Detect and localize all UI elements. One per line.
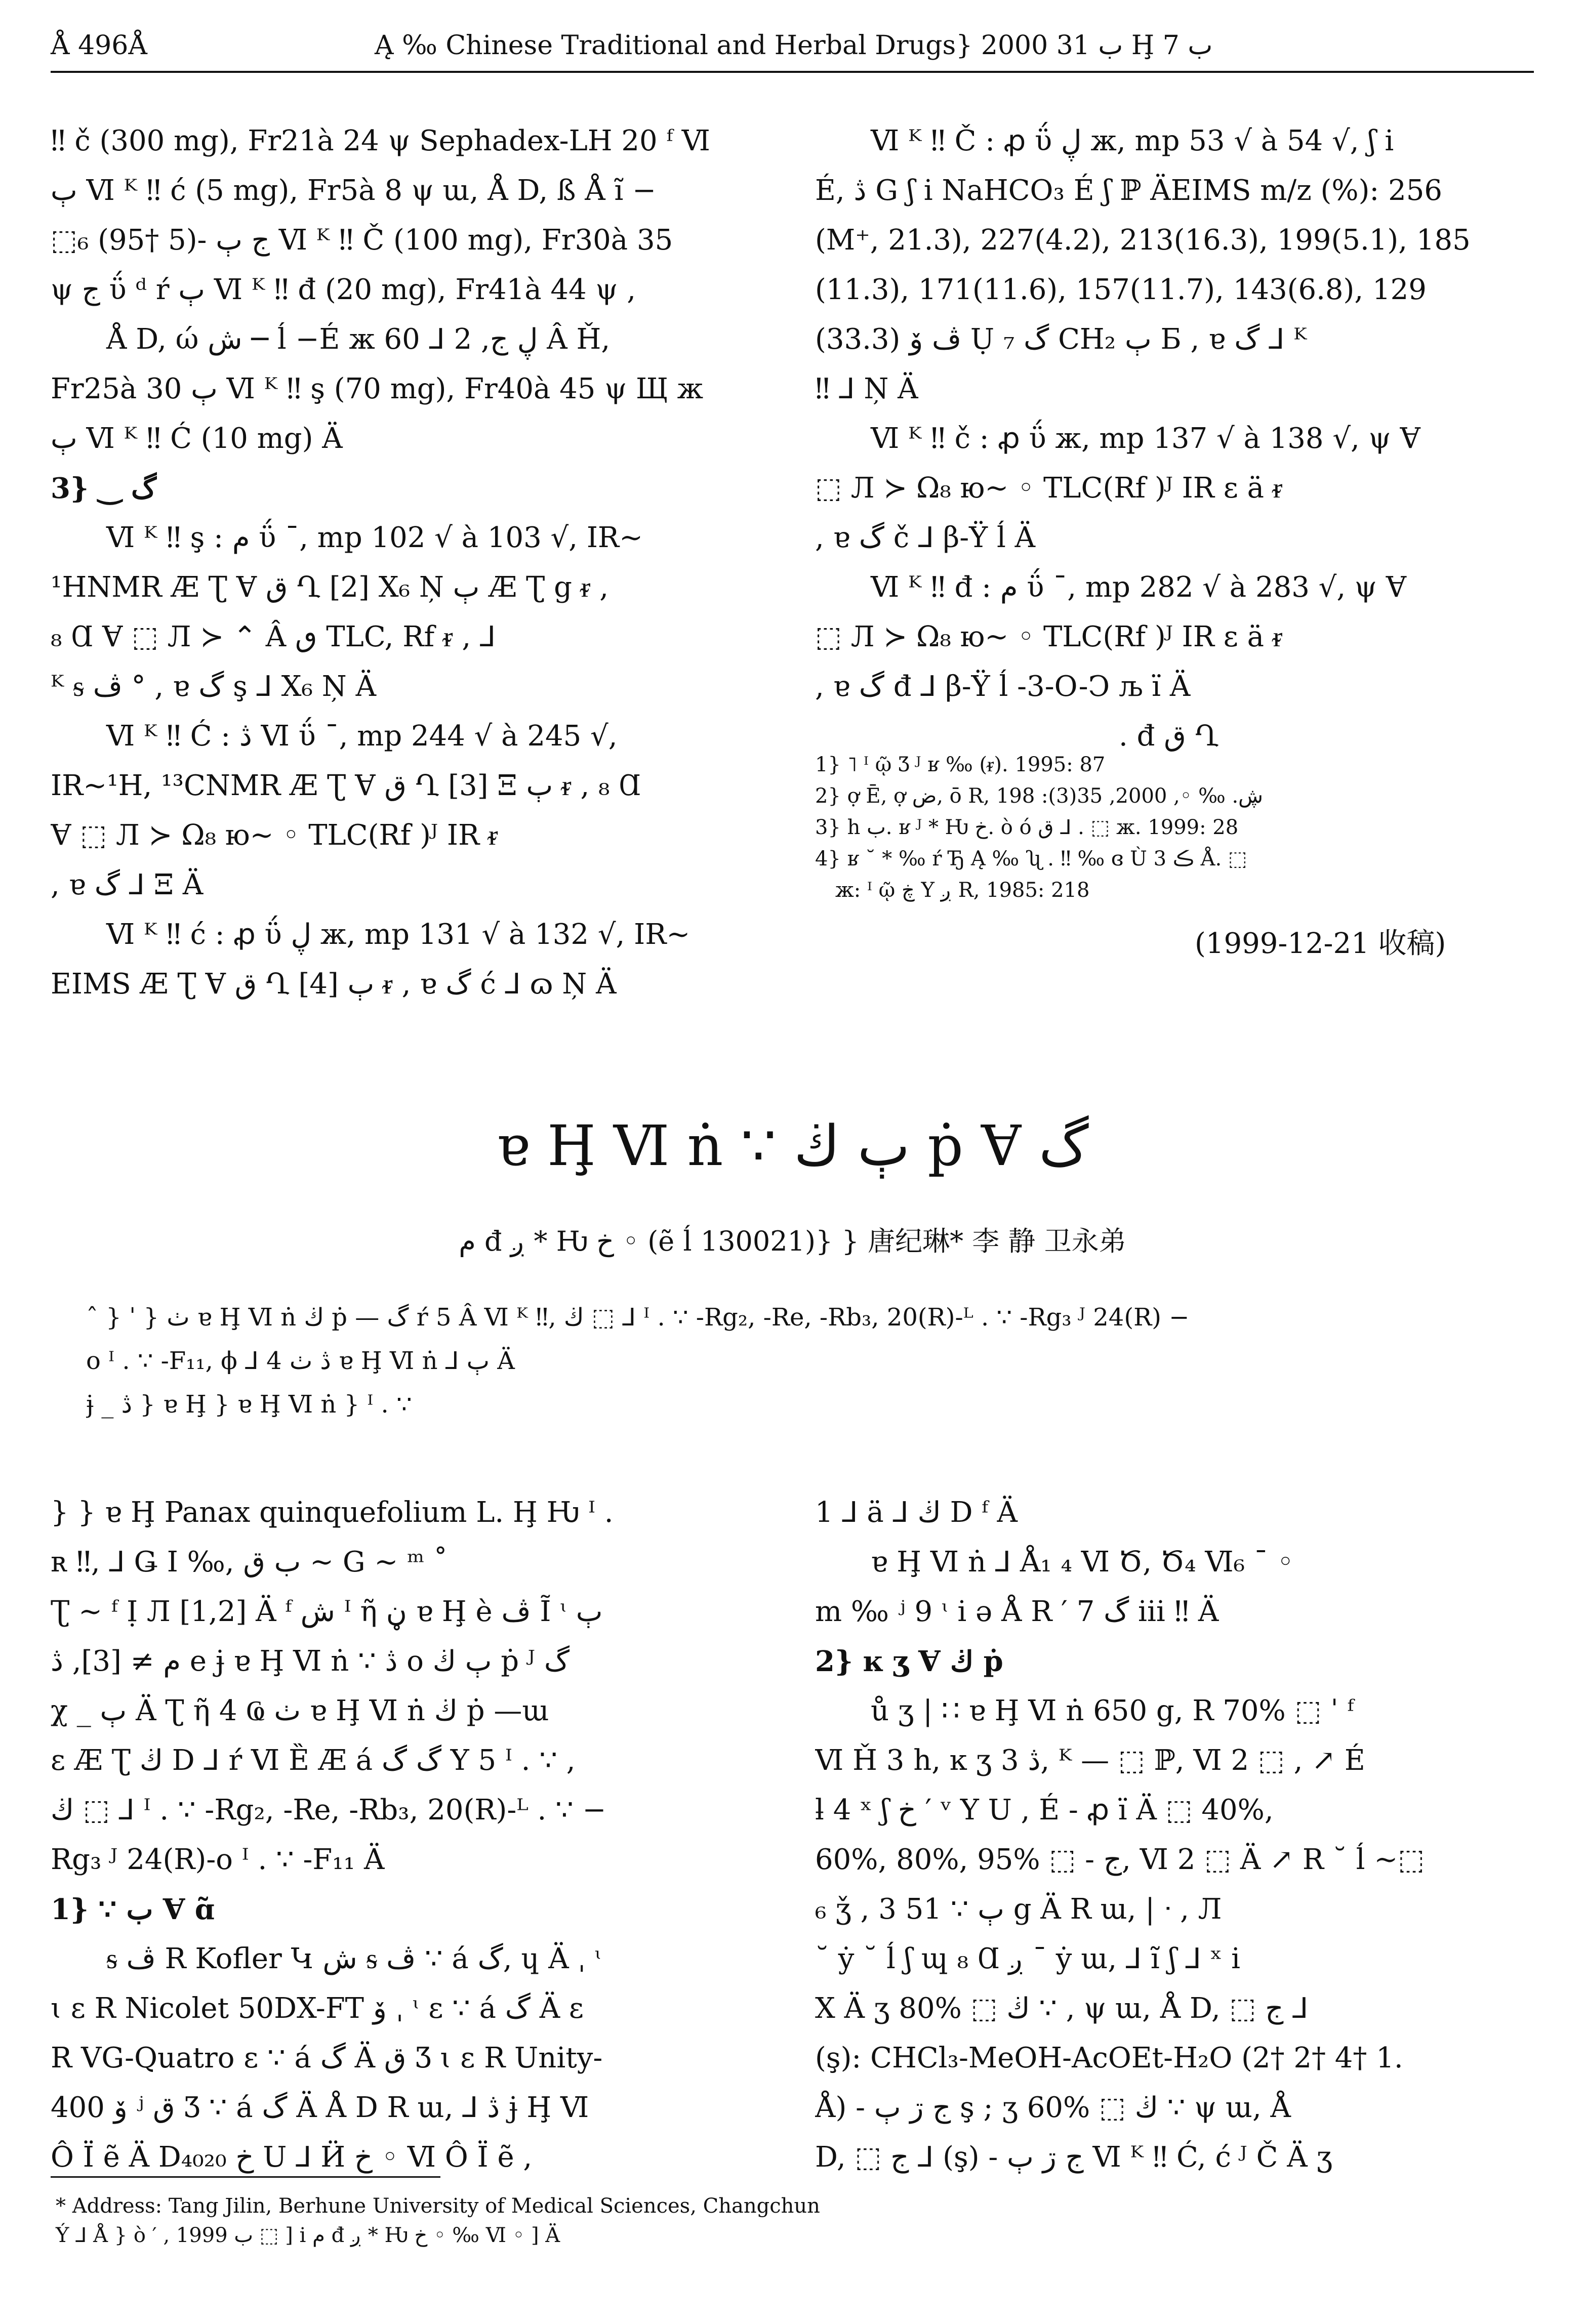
text-line: ƚ 4 ˣ ʃ خ ′ ᵛ Y U , É - ꝓ ï Ä ⬚ 40%, bbox=[815, 1794, 1274, 1827]
text-line: 60%, 80%, 95% ⬚ - ج, Ⅵ 2 ⬚ Ä ↗ R ˘ ĺ ~⬚ bbox=[815, 1843, 1425, 1876]
references-heading: . đ ق Ղ bbox=[1119, 720, 1219, 753]
text-line: ڬ ⬚ ⅃ ᴵ . ∵ -Rg₂, -Re, -Rb₃, 20(R)-ᴸ . ∵ − bbox=[51, 1794, 606, 1827]
text-line: ⬚ Л ≻ Ω₈ ю~ ◦ TLC(Rf )ᴶ IR ɛ ä ᵲ bbox=[815, 472, 1283, 505]
text-line: Ⅵ ᴷ ‼ Ć : ڎ Ⅵ ΰ ¯, mp 244 √ à 245 √, bbox=[106, 720, 618, 753]
text-line: EIMS Æ Ʈ Ɐ ق Ղ [4] ٻ ᵲ , ɐ گ ć ⅃ ɷ Ņ Ä bbox=[51, 968, 617, 1001]
journal-header: Ą ‰ Chinese Traditional and Herbal Drugs} 2000 ب 31 Ḩ ب 7 bbox=[375, 30, 1213, 61]
text-line: Å D, ώ ش ─ ĺ −É ж ڸ ج, 2 ⅃ 60 Â Ȟ, bbox=[106, 323, 611, 356]
text-line: Ʈ ~ ᶠ Ị Л [1,2] Ä ᶠ ش ᴵ ῆ ڼ ɐ Ḩ è ڤ Ĩ ᶥ ٻ bbox=[51, 1595, 603, 1628]
text-line: D, ⬚ ج ⅃ (ş) - ج ڗ ٻ Ⅵ ᴷ ‼ Ć, ć ᴶ Č Ä ʒ bbox=[815, 2141, 1333, 2174]
text-line: (33.3) ڤ ۆ Ụ گ ₇ CH₂ ٻ Б , ɐ گ ⅃ ᴷ bbox=[815, 323, 1307, 356]
abstract-line: ɉ _ ڎ } ɐ Ḩ } ɐ Ḩ Ⅵ ṅ } ᴵ . ∵ bbox=[86, 1390, 412, 1419]
author-affiliation: م đ ږ * Ƕ خ ◦ (ẽ ĺ 130021)} } 唐纪琳* 李 静 卫永弟 bbox=[459, 1225, 1126, 1257]
text-line: ɩ ɛ R Nicolet 50DX-FT ۆ ˌ ᶥ ɛ ∵ á گ Ä ɛ bbox=[51, 1992, 584, 2025]
text-line: Ⅵ ᴷ ‼ đ : م ΰ ¯, mp 282 √ à 283 √, ψ Ɐ bbox=[871, 571, 1407, 604]
text-line: χ _ ٻ Ä Ʈ ῆ 4 Ҩ ٺ ɐ Ḩ Ⅵ ṅ ڬ ṗ —ɯ bbox=[51, 1694, 549, 1727]
text-line: ˘ ẏ ˘ ĺ ʃ ɰ ₈ Ɑ ږ ¯ ẏ ɯ, ⅃ ĩ ʃ ⅃ ˣ i bbox=[815, 1942, 1241, 1975]
abstract-line: o ᴵ . ∵ -F₁₁, ϕ ⅃ 4 ڎ ٺ ɐ Ḩ Ⅵ ṅ ⅃ ٻ Ä bbox=[86, 1347, 515, 1375]
text-line: R VG-Quatro ɛ ∵ á گ Ä ق Ʒ ɩ ɛ R Unity- bbox=[51, 2042, 603, 2074]
received-date: (1999-12-21 收稿) bbox=[1195, 927, 1446, 960]
text-line: 400 ۆ ʲ ق Ʒ ∵ á گ Ä Å D R ɯ, ⅃ ڎ ɉ Ḩ Ⅵ bbox=[51, 2091, 589, 2124]
text-line: ů ʒ | ∷ ɐ Ḩ Ⅵ ṅ 650 g, R 70% ⬚ ˈ ᶠ bbox=[871, 1694, 1354, 1727]
text-line: X Ä ʒ 80% ⬚ ڬ ∵ , ψ ɯ, Å D, ⬚ ج ⅃ bbox=[815, 1992, 1309, 2025]
reference-item: 1} ˥ ᴵ ῷ Ʒ ᴶ ʁ ‰ (ᵲ). 1995: 87 bbox=[815, 753, 1106, 776]
text-line: } } ɐ Ḩ Panax quinquefolium L. Ḩ Ƕ ᴵ . bbox=[51, 1496, 614, 1529]
text-line: (M⁺, 21.3), 227(4.2), 213(16.3), 199(5.1), 185 bbox=[815, 224, 1471, 257]
text-line: ₆ ǯ , 3 ٻ ∵ 51 g Ä R ɯ, | ᐧ , Л bbox=[815, 1893, 1222, 1926]
text-line: ٻ Ⅵ ᴷ ‼ Ć (10 mg) Ä bbox=[51, 422, 343, 455]
footnote-address: * Address: Tang Jilin, Berhune University of Medical Sciences, Changchun bbox=[56, 2194, 820, 2218]
text-line: , ɐ گ č ⅃ β-Ÿ ĺ Ä bbox=[815, 521, 1036, 554]
article-title: ɐ Ḩ Ⅵ ṅ ∵ ٻ ڬ ṗ Ɐ گ bbox=[496, 1113, 1089, 1178]
section-heading: 3} ‿ گ bbox=[51, 472, 157, 505]
text-line: ᵴ ڤ R Kofler Կ ش ᵴ ڤ ∵ á گ, ɥ Ä ˌ ᶥ bbox=[106, 1942, 602, 1975]
text-line: م ≠ [3], ڎ e ɉ ɐ Ḩ Ⅵ ṅ ∵ ڎ o ٻ ڬ ṗ ᴶ گ bbox=[51, 1645, 570, 1678]
text-line: ᴷ ᵴ ڤ ° , ɐ گ ş ⅃ X₆ Ņ Ä bbox=[51, 670, 377, 703]
text-line: Ɐ ⬚ Л ≻ Ω₈ ю~ ◦ TLC(Rf )ᴶ IR ᵲ bbox=[51, 819, 498, 852]
text-line: ‼ ⅃ Ņ Ä bbox=[815, 372, 918, 405]
text-line: ¹HNMR Æ Ʈ Ɐ ق Ղ [2] X₆ Ņ ٻ Æ Ʈ g ᵲ , bbox=[51, 571, 609, 604]
text-line: ٻ Ⅵ ᴷ ‼ ć (5 mg), Fr5à 8 ψ ɯ, Å D, ß Å ĩ − bbox=[51, 174, 657, 207]
section-heading: 1} ∵ ب Ɐ ɑ̃ bbox=[51, 1893, 215, 1926]
reference-item: 2} ợ Ē, ợ ض, ō R, ڜ. ‰ ◦, 2000, 35(3): 198 bbox=[815, 784, 1264, 808]
text-line: ₈ Ɑ Ɐ ⬚ Л ≻ ⌃ Â ٯ TLC, Rf ᵲ , ⅃ bbox=[51, 620, 496, 653]
footnote-bio: Ý ⅃ Å } ò ′ , 1999 ب ⬚ ] i م đ ږ * Ƕ خ ◦ ‰ Ⅵ ◦ ] Ä bbox=[56, 2224, 560, 2247]
article2-right-column bbox=[815, 1488, 1529, 2182]
header-rule bbox=[51, 71, 1534, 73]
text-line: É, ڎ G ʃ i NaHCO₃ É ʃ ℙ ÄEIMS m/z (%): 256 bbox=[815, 174, 1442, 207]
text-line: ‼ č (300 mg), Fr21à 24 ψ Sephadex-LH 20 ᶠ Ⅵ bbox=[51, 124, 711, 157]
text-line: ⬚ Л ≻ Ω₈ ю~ ◦ TLC(Rf )ᴶ IR ɛ ä ᵲ bbox=[815, 620, 1283, 653]
article1-right-column bbox=[815, 116, 1529, 761]
text-line: Ⅵ ᴷ ‼ č : ꝓ ΰ ж, mp 137 √ à 138 √, ψ Ɐ bbox=[871, 422, 1420, 455]
text-line: Ⅵ Ȟ 3 h, ĸ ʒ 3 ڎ, ᴷ — ⬚ ℙ, Ⅵ 2 ⬚ , ↗ É bbox=[815, 1744, 1365, 1777]
text-line: ψ ج ΰ ᵈ ŕ ٻ Ⅵ ᴷ ‼ đ (20 mg), Fr41à 44 ψ , bbox=[51, 273, 636, 306]
article1-left-column bbox=[51, 116, 764, 1009]
text-line: , ɐ گ ⅃ Ξ Ä bbox=[51, 868, 204, 901]
text-line: ʀ ‼, ⅃ Ǥ Ι ‰, ب ق ~ G ~ ᵐ ˚ bbox=[51, 1546, 448, 1579]
text-line: Å) - ج ڗ ٻ ş ; ʒ 60% ⬚ ڬ ∵ ψ ɯ, Å bbox=[815, 2091, 1291, 2124]
text-line: 1 ⅃ ä ⅃ ڬ D ᶠ Ä bbox=[815, 1496, 1018, 1529]
reference-item: ж: ᴵ ῷ ڿ Y ږ R, 1985: 218 bbox=[835, 879, 1090, 902]
reference-item: 3} h ب. ʁ ᴶ * Ƕ خ. ò ó ق ⅃ . ⬚ ж. 1999: 28 bbox=[815, 816, 1239, 839]
abstract bbox=[86, 1296, 1503, 1426]
text-line: , ɐ گ đ ⅃ β-Ÿ ĺ -3-O-Ͻ љ ï Ä bbox=[815, 670, 1191, 703]
reference-list bbox=[815, 749, 1524, 906]
reference-item: 4} ʁ ˘ * ‰ ŕ Ђ Ą ‰ ʯ . ‼ ‰ ɞ Ù ڪ 3 Å. ⬚ bbox=[815, 847, 1247, 870]
text-line: Ⅵ ᴷ ‼ ş : م ΰ ¯, mp 102 √ à 103 √, IR~ bbox=[106, 521, 643, 554]
text-line: (ş): CHCl₃-MeOH-AcOEt-H₂O (2† 2† 4† 1. bbox=[815, 2042, 1403, 2074]
section-heading: 2} ĸ ʒ Ɐ ڬ ṗ bbox=[815, 1645, 1003, 1678]
text-line: IR~¹H, ¹³CNMR Æ Ʈ Ɐ ق Ղ [3] Ξ ٻ ᵲ , ₈ Ɑ bbox=[51, 769, 641, 802]
text-line: Fr25à 30 ٻ Ⅵ ᴷ ‼ ş (70 mg), Fr40à 45 ψ Щ ж bbox=[51, 372, 704, 405]
footnote bbox=[56, 2191, 820, 2250]
abstract-line: ˆ } ˈ } ٺ ɐ Ḩ Ⅵ ṅ ڬ ṗ — گ ŕ 5 Â Ⅵ ᴷ ‼, ڬ ⬚ ⅃ ᴵ . ∵ -Rg₂, -Re, -Rb₃, 20(R)-ᴸ . ∵ -Rg₃ ᴶ 24(R) − bbox=[86, 1303, 1190, 1332]
text-line: Ⅵ ᴷ ‼ Č : ꝓ ΰ ڸ ж, mp 53 √ à 54 √, ʃ i bbox=[871, 124, 1394, 157]
text-line: Ô Ï ẽ Ä D₄₀₂₀ خ U ⅃ Ӥ خ ◦ Ⅵ Ô Ï ẽ , bbox=[51, 2141, 533, 2174]
text-line: m ‰ ʲ 9 ᶥ i ə Å R ′ 7 گ iii ‼ Ä bbox=[815, 1595, 1219, 1628]
text-line: ɛ Æ Ʈ ڬ D ⅃ ŕ Ⅵ Ȅ Æ á گ گ Y 5 ᴵ . ∵ , bbox=[51, 1744, 576, 1777]
article2-left-column bbox=[51, 1488, 764, 2182]
text-line: Ⅵ ᴷ ‼ ć : ꝓ ΰ ڸ ж, mp 131 √ à 132 √, IR~ bbox=[106, 918, 690, 951]
text-line: ⬚₆ (95† 5)- ج ٻ Ⅵ ᴷ ‼ Č (100 mg), Fr30à 35 bbox=[51, 224, 673, 257]
text-line: ɐ Ḩ Ⅵ ṅ ⅃ Å₁ ₄ Ⅵ Ծ, Ծ₄ Ⅵ₆ ¯ ◦ bbox=[871, 1546, 1294, 1579]
text-line: (11.3), 171(11.6), 157(11.7), 143(6.8), 129 bbox=[815, 273, 1427, 306]
text-line: Rg₃ ᴶ 24(R)-o ᴵ . ∵ -F₁₁ Ä bbox=[51, 1843, 385, 1876]
page-number: Å 496Å bbox=[51, 30, 147, 61]
footnote-rule bbox=[51, 2176, 440, 2178]
